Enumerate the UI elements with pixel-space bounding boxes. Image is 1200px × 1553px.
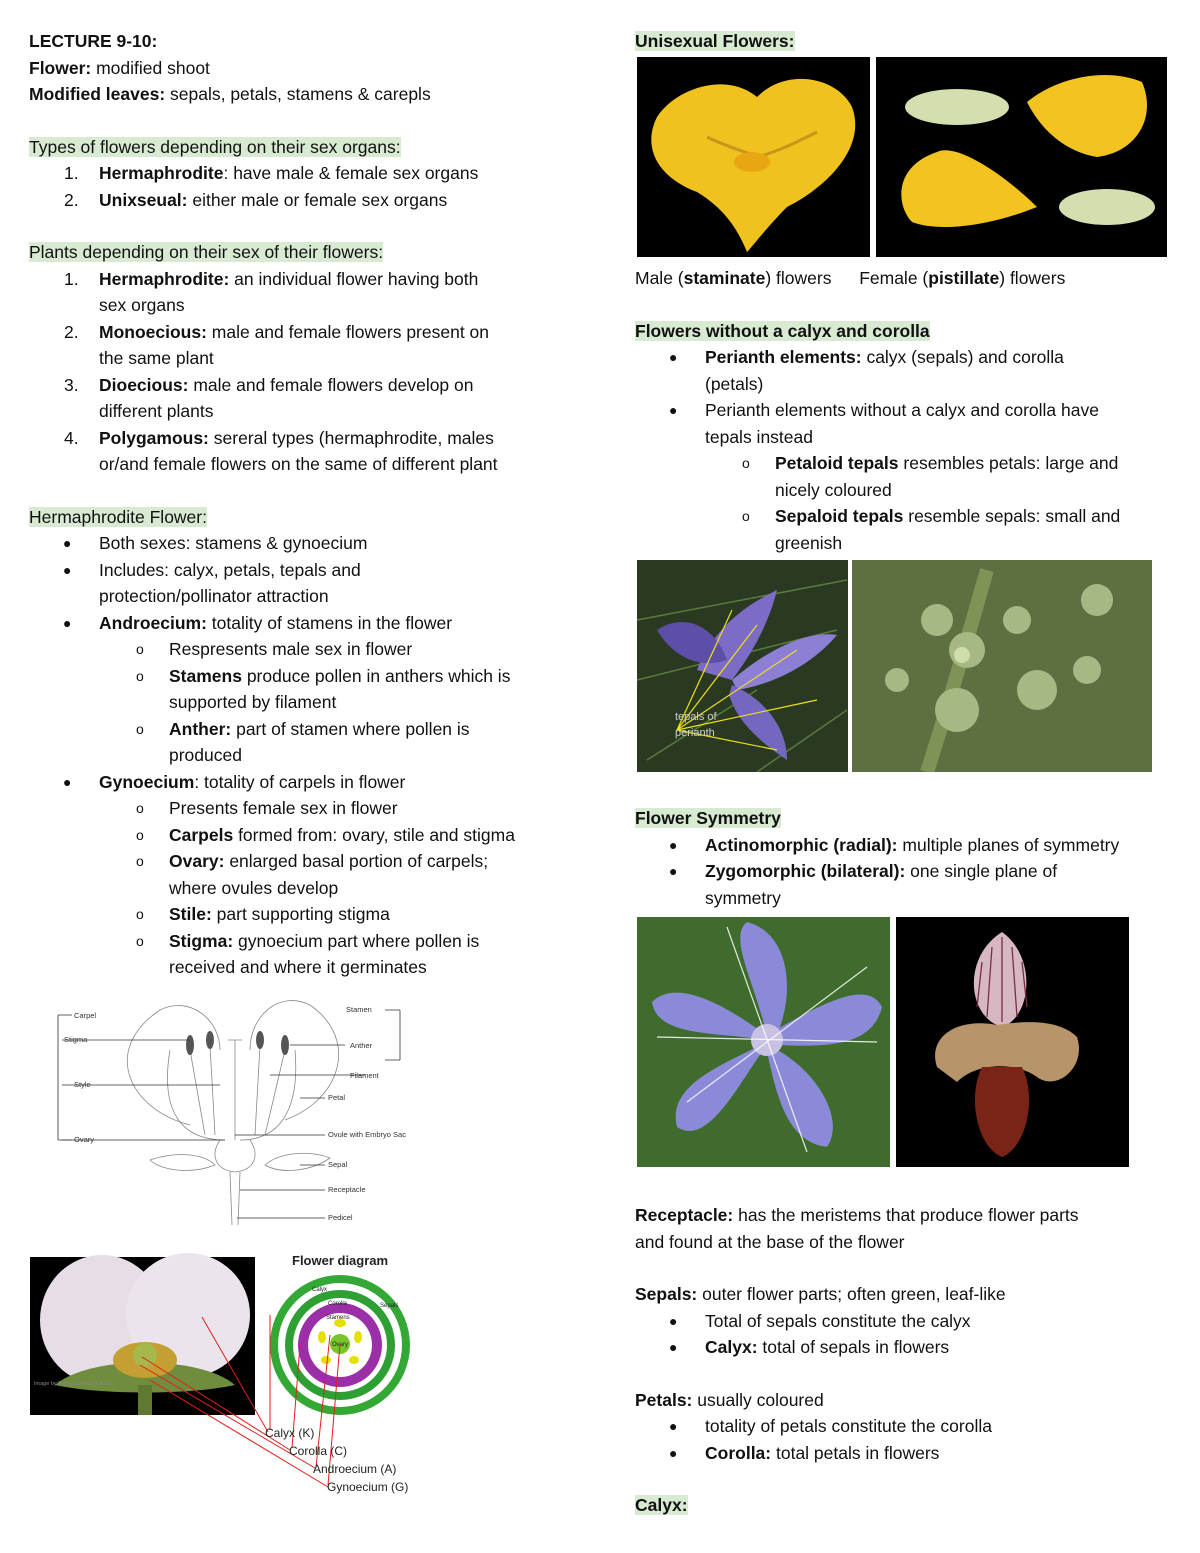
modified-label: Modified leaves: [29, 84, 166, 104]
label-anther: Anther [350, 1041, 373, 1050]
petals-label: Petals: [635, 1389, 693, 1410]
types-heading: Types of flowers depending on their sex organs: [29, 136, 401, 157]
list-item: ● Corolla: total petals in flowers [669, 1442, 940, 1463]
list-item: ● Zygomorphic (bilateral): one single plane of symmetry [669, 861, 1058, 908]
list-item: o Sepaloid tepals resemble sepals: small and greenish [742, 506, 1121, 553]
flower-diagram-title: Flower diagram [292, 1253, 389, 1268]
key-androecium: Androecium (A) [313, 1462, 397, 1476]
key-calyx: Calyx (K) [265, 1426, 315, 1440]
list-item: o Presents female sex in flower [136, 798, 398, 818]
list-item: 3. Dioecious: male and female flowers develop on different plants [64, 374, 474, 421]
list-item: o Stamens produce pollen in anthers which is supported by filament [136, 665, 511, 712]
male-caption: Male (staminate) flowers [635, 268, 832, 288]
flower-text: modified shoot [91, 57, 210, 78]
list-item: 1. Hermaphrodite: have male & female sex organs [64, 163, 479, 183]
nocalyx-heading: Flowers without a calyx and corolla [635, 320, 930, 341]
label-stigma: Stigma [64, 1035, 88, 1044]
list-item: o Stigma: gynoecium part where pollen is received and where it germinates [136, 930, 480, 977]
label-carpel: Carpel [74, 1011, 97, 1020]
plants-heading: Plants depending on their sex of their flowers: [29, 242, 384, 262]
list-item: 1. Hermaphrodite: an individual flower having both sex organs [64, 268, 479, 315]
ring-sepals: Sepals [380, 1303, 399, 1309]
list-item: ● totality of petals constitute the corolla [669, 1416, 992, 1436]
label-receptacle: Receptacle [328, 1185, 366, 1194]
list-item: ● Perianth elements: calyx (sepals) and corolla (petals) [669, 347, 1064, 394]
ring-ovary: Ovary [332, 1342, 349, 1348]
unisexual-flower-photos [637, 57, 1167, 257]
tepal-photos [637, 560, 1152, 772]
list-item: o Stile: part supporting stigma [136, 904, 390, 924]
list-item: 2. Monoecious: male and female flowers present on the same plant [64, 321, 490, 368]
right-column-symmetry [635, 805, 1180, 911]
ring-calyx: Calyx [312, 1287, 328, 1293]
label-sepal: Sepal [328, 1160, 348, 1169]
receptacle-label: Receptacle: [635, 1205, 734, 1225]
photo-credit: Image by Rebecca Beanie & Cox [34, 1381, 116, 1387]
floral-diagram-figure [30, 1245, 440, 1500]
list-item: 2. Unixseual: either male or female sex organs [64, 189, 448, 210]
list-item: o Petaloid tepals resembles petals: large and nicely coloured [742, 453, 1119, 500]
label-stamen: Stamen [346, 1005, 372, 1014]
modified-text: sepals, petals, stamens & carepls [165, 84, 431, 104]
ring-corolla: Corolla [328, 1301, 348, 1307]
list-item: o Respresents male sex in flower [136, 639, 413, 659]
list-item: ● Androecium: totality of stamens in the flower [63, 612, 453, 633]
list-item: ● Gynoecium: totality of carpels in flower [63, 771, 406, 792]
sepals-label: Sepals: [635, 1284, 698, 1304]
list-item: o Carpels formed from: ovary, stile and stigma [136, 824, 515, 845]
symmetry-heading: Flower Symmetry [635, 808, 781, 828]
list-item: ● Both sexes: stamens & gynoecium [63, 533, 368, 553]
list-item: ● Includes: calyx, petals, tepals and protection/pollinator attraction [63, 559, 361, 606]
label-style: Style [74, 1080, 91, 1089]
flower-label: Flower: [29, 57, 92, 78]
key-corolla: Corolla (C) [289, 1444, 348, 1458]
list-item: ● Perianth elements without a calyx and corolla have tepals instead [669, 400, 1099, 447]
tepals-photo-label-2: perianth [675, 727, 715, 739]
right-column-bottom: Receptacle: has the meristems that produce flower parts and found at the base of the flower Sepals: outer flower parts; often green, leaf-like ● Total of sepals constitute the calyx ● Calyx: total of sepals in flowers Petals: usually coloured ● totality of petals constitute the corolla ● Corolla: total petals in flowers Calyx: [635, 1202, 1180, 1519]
calyx-heading: Calyx: [635, 1495, 688, 1515]
right-column-top [635, 28, 1180, 55]
flower-structure-diagram [40, 990, 420, 1230]
lecture-title: LECTURE 9-10: [29, 31, 158, 51]
list-item: o Ovary: enlarged basal portion of carpels; where ovules develop [136, 851, 489, 898]
female-caption: Female (pistillate) flowers [859, 268, 1066, 288]
left-column [29, 28, 589, 981]
list-item: ● Calyx: total of sepals in flowers [669, 1337, 950, 1357]
tepals-photo-label-1: tepals of [675, 711, 717, 723]
list-item: ● Actinomorphic (radial): multiple planes of symmetry [669, 834, 1120, 855]
hermaphrodite-heading: Hermaphrodite Flower: [29, 506, 207, 527]
unisexual-heading: Unisexual Flowers: [635, 31, 795, 51]
right-column-captions [635, 265, 1180, 556]
label-ovary: Ovary [74, 1135, 95, 1144]
label-ovule: Ovule with Embryo Sac [328, 1130, 406, 1139]
label-pedicel: Pedicel [328, 1213, 353, 1222]
list-item: o Anther: part of stamen where pollen is produced [136, 718, 470, 765]
symmetry-photos [637, 917, 1129, 1167]
ring-stamens: Stamens [326, 1315, 350, 1321]
list-item: 4. Polygamous: sereral types (hermaphrodite, males or/and female flowers on the same of different plant [64, 427, 498, 474]
label-petal: Petal [328, 1093, 346, 1102]
key-gynoecium: Gynoecium (G) [327, 1480, 409, 1494]
list-item: ● Total of sepals constitute the calyx [669, 1310, 971, 1331]
label-filament: Filament [350, 1071, 379, 1080]
